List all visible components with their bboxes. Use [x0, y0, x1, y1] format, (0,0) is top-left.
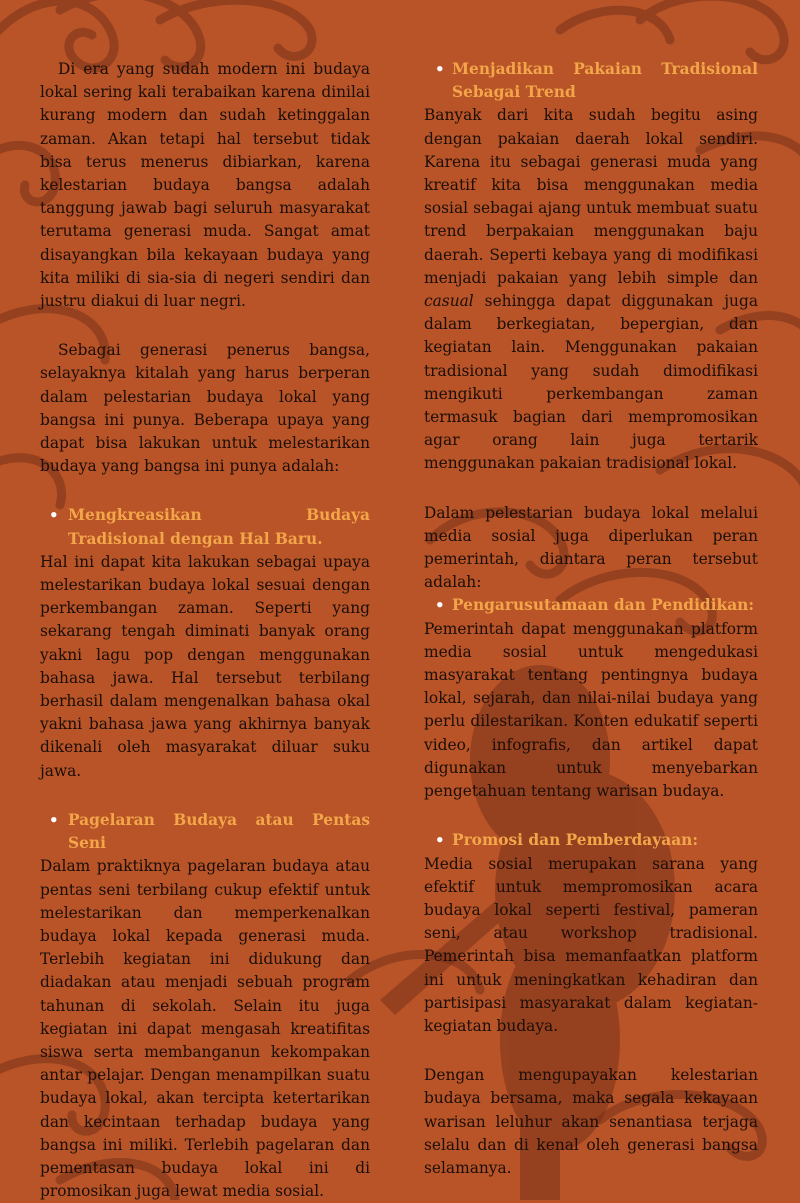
bullet-icon: •: [49, 810, 59, 829]
section-body-pagelaran: Dalam praktiknya pagelaran budaya atau pentas seni terbilang cukup efektif untuk melestarikan dan memperkenalkan budaya lokal kepada generasi muda. Terlebih kegiatan ini didukung dan diadakan atau menjadi sebuah program tahunan di sekolah. Selain itu juga kegiatan ini dapat mengasah kreatifitas siswa serta membanganun kekompakan antar pelajar. Dengan menampilkan suatu budaya lokal, akan tercipta ketertarikan dan kecintaan terhadap budaya yang bangsa ini miliki. Terlebih pagelaran dan pementasan budaya lokal ini di promosikan juga lewat media sosial.: [40, 857, 370, 1201]
section-heading-kreasi: [40, 504, 370, 550]
section-heading-pagelaran: [40, 809, 370, 855]
bullet-icon: •: [49, 506, 59, 525]
section-heading-promosi: [424, 829, 758, 852]
government-role-paragraph: Dalam pelestarian budaya lokal melalui media sosial juga diperlukan peran pemerintah, diantara peran tersebut adalah:: [424, 503, 758, 592]
section-body-pakaian-part-1: Banyak dari kita sudah begitu asing dengan pakaian daerah lokal sendiri. Karena itu sebagai generasi muda yang kreatif kita bisa menggunakan media sosial sebagai ajang untuk membuat suatu trend berpakaian menggunakan baju daerah. Seperti kebaya yang di modifikasi menjadi pakaian yang lebih simple dan: [424, 106, 758, 287]
section-body-pakaian-part-2: sehingga dapat diggunakan juga dalam berkegiatan, bepergian, dan kegiatan lain. Menggunakan pakaian tradisional yang sudah dimodifikasi mengikuti perkembangan zaman termasuk bagian dari mempromosikan agar orang lain juga tertarik menggunakan pakaian tradisional lokal.: [424, 292, 758, 473]
section-heading-pakaian-label: Menjadikan Pakaian Tradisional Sebagai Trend: [452, 60, 758, 102]
section-heading-kreasi-label: Mengkreasikan Budaya Tradisional dengan Hal Baru.: [68, 506, 370, 548]
section-heading-pendidikan-label: Pengarusutamaan dan Pendidikan:: [452, 596, 755, 615]
section-heading-pakaian: [424, 58, 758, 104]
section-heading-pagelaran-label: Pagelaran Budaya atau Pentas Seni: [68, 810, 370, 853]
bullet-icon: •: [435, 596, 445, 615]
section-heading-pendidikan: [424, 594, 758, 617]
bullet-icon: •: [435, 831, 445, 850]
italic-word-casual: casual: [424, 292, 474, 311]
section-heading-promosi-label: Promosi dan Pemberdayaan:: [452, 831, 699, 850]
left-column: [40, 58, 370, 1203]
bullet-icon: •: [435, 60, 445, 78]
section-body-pendidikan: Pemerintah dapat menggunakan platform media sosial untuk mengedukasi masyarakat tentang pentingnya budaya lokal, sejarah, dan nilai-nilai budaya yang perlu dilestarikan. Konten edukatif seperti video, infografis, dan artikel dapat digunakan untuk menyebarkan pengetahuan tentang warisan budaya.: [424, 619, 758, 801]
right-column: [424, 58, 758, 1180]
section-body-pakaian: [424, 104, 758, 475]
closing-paragraph: Dengan mengupayakan kelestarian budaya bersama, maka segala kekayaan warisan leluhur akan senantiasa terjaga selalu dan di kenal oleh generasi bangsa selamanya.: [424, 1066, 758, 1177]
intro-paragraph-1: Di era yang sudah modern ini budaya lokal sering kali terabaikan karena dinilai kurang modern dan sudah ketinggalan zaman. Akan tetapi hal tersebut tidak bisa terus menerus dibiarkan, karena kelestarian budaya bangsa adalah tanggung jawab bagi seluruh masyarakat terutama generasi muda. Sangat amat disayangkan bila kekayaan budaya yang kita miliki di sia-sia di negeri sendiri dan justru diakui di luar negri.: [40, 60, 370, 311]
intro-paragraph-2: Sebagai generasi penerus bangsa, selayaknya kitalah yang harus berperan dalam pelestarian budaya lokal yang bangsa ini punya. Beberapa upaya yang dapat bisa lakukan untuk melestarikan budaya yang bangsa ini punya adalah:: [40, 341, 370, 476]
section-body-kreasi: Hal ini dapat kita lakukan sebagai upaya melestarikan budaya lokal sesuai dengan perkembangan zaman. Seperti yang sekarang tengah diminati banyak orang yakni lagu pop dengan menggunakan bahasa jawa. Hal tersebut terbilang berhasil dalam mengenalkan bahasa okal yakni bahasa jawa yang akhirnya banyak dikenali oleh masyarakat diluar suku jawa.: [40, 552, 370, 780]
section-body-promosi: Media sosial merupakan sarana yang efektif untuk mempromosikan acara budaya lokal seperti festival, pameran seni, atau workshop tradisional. Pemerintah bisa memanfaatkan platform ini untuk meningkatkan kehadiran dan partisipasi masyarakat dalam kegiatan-kegiatan budaya.: [424, 854, 758, 1035]
